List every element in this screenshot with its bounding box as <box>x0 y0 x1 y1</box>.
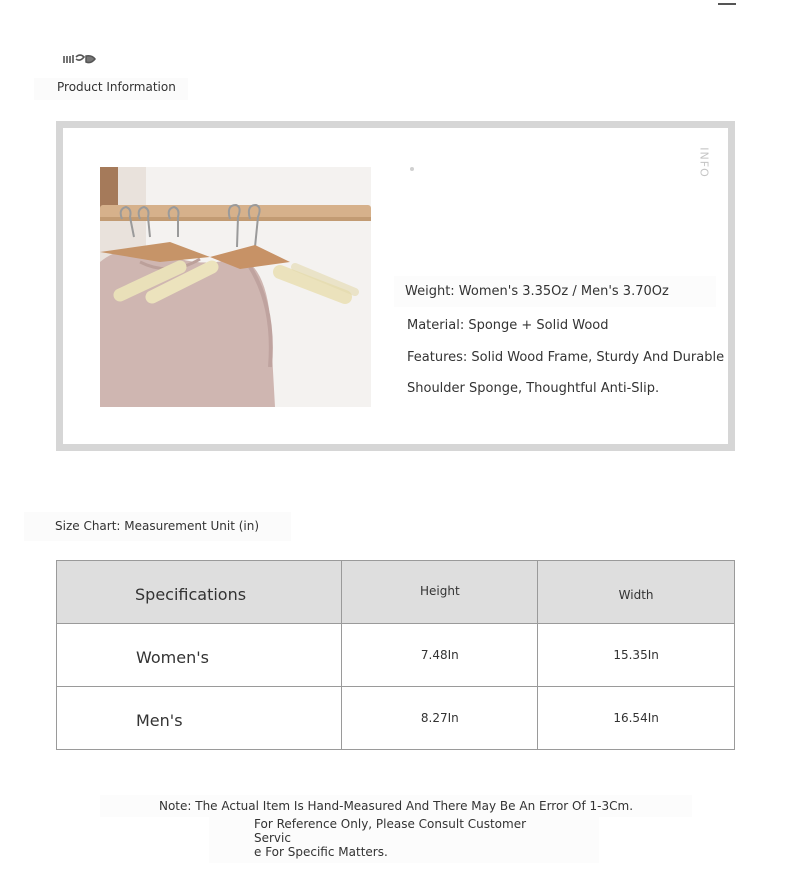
mens-width: 16.54In <box>538 687 735 750</box>
product-information-heading: Product Information <box>34 78 188 100</box>
header-width: Width <box>538 561 735 624</box>
size-chart-heading: Size Chart: Measurement Unit (in) <box>24 512 291 541</box>
womens-height: 7.48In <box>342 624 538 687</box>
feature-sponge: Shoulder Sponge, Thoughtful Anti-Slip. <box>407 381 660 396</box>
measurement-note: Note: The Actual Item Is Hand-Measured And There May Be An Error Of 1-3Cm. <box>100 795 692 817</box>
menu-icon[interactable] <box>718 0 736 6</box>
feature-material: Material: Sponge + Solid Wood <box>407 318 609 333</box>
feature-weight: Weight: Women's 3.35Oz / Men's 3.70Oz <box>394 276 716 307</box>
table-row <box>57 624 735 687</box>
hanger-photo <box>100 167 371 407</box>
feature-frame: Features: Solid Wood Frame, Sturdy And Durable <box>407 350 725 365</box>
mens-height: 8.27In <box>342 687 538 750</box>
reference-note <box>209 817 599 863</box>
info-side-tag: INFO <box>697 147 711 178</box>
row-label-womens: Women's <box>57 624 342 687</box>
decorative-dot <box>410 167 414 171</box>
header-height: Height <box>342 561 538 624</box>
reference-note-line-2: e For Specific Matters. <box>254 845 388 859</box>
size-chart-table <box>56 560 735 750</box>
header-specifications: Specifications <box>57 561 342 624</box>
table-row <box>57 687 735 750</box>
brand-logo-icon <box>62 53 98 67</box>
table-header-row <box>57 561 735 624</box>
womens-width: 15.35In <box>538 624 735 687</box>
row-label-mens: Men's <box>57 687 342 750</box>
reference-note-line-1: For Reference Only, Please Consult Customer Servic <box>254 817 527 845</box>
